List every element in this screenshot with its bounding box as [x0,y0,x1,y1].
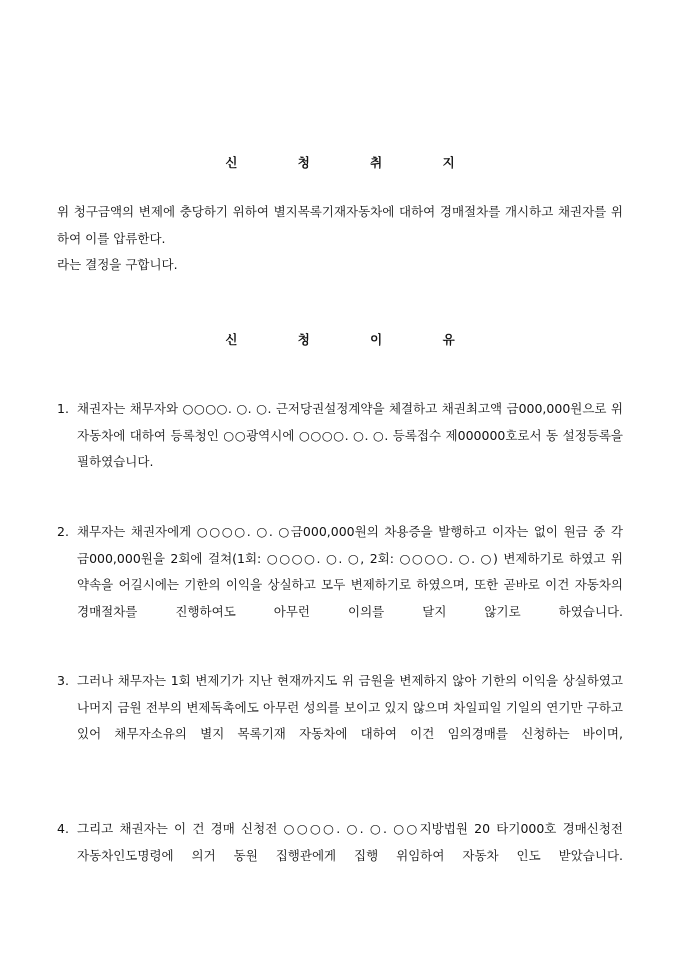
purpose-closing: 라는 결정을 구합니다. [57,257,178,272]
purpose-heading: 신 청 취 지 [225,155,483,170]
reason-number: 3. [57,673,69,688]
reason-number: 1. [57,401,69,416]
reason-text: 그리고 채권자는 이 건 경매 신청전 ○○○○. ○. ○. ○○지방법원 20 타기000호 경매신청전 자동차인도명령에 의거 동원 집행관에게 집행 위임하여 자동차 인도 받았습니다. [77,821,623,863]
reasons-heading: 신 청 이 유 [225,332,483,347]
reason-text: 채무자는 채권자에게 ○○○○. ○. ○금000,000원의 차용증을 발행하고 이자는 없이 원금 중 각 금000,000원을 2회에 걸쳐(1회: ○○○○. ○. ○, 2회: ○○○○. ○. ○) 변제하기로 하였고 위 약속을 어길시에는 기한의 이익을 상실하고 모두 변제하기로 하였으며, 또한 곧바로 이건 자동차의 경매절차를 진행하여도 아무런 이의를 달지 않기로 하였습니다. [77,524,623,619]
reason-number: 4. [57,821,69,836]
reason-item-3 [57,668,623,748]
reason-item-1 [57,396,623,476]
reason-number: 2. [57,524,69,539]
reason-text: 채권자는 채무자와 ○○○○. ○. ○. 근저당권설정계약을 체결하고 채권최고액 금000,000원으로 위 자동차에 대하여 등록청인 ○○광역시에 ○○○○. ○. ○. 등록접수 제000000호로서 동 설정등록을 필하였습니다. [77,401,623,469]
purpose-body: 위 청구금액의 변제에 충당하기 위하여 별지목록기재자동차에 대하여 경매절차를 개시하고 채권자를 위하여 이를 압류한다. [57,204,623,246]
reason-item-2 [57,519,623,625]
reason-item-4 [57,816,623,869]
reason-text: 그러나 채무자는 1회 변제기가 지난 현재까지도 위 금원을 변제하지 않아 기한의 이익을 상실하였고 나머지 금원 전부의 변제독촉에도 아무런 성의를 보이고 있지 않으며 차일피일 기일의 연기만 구하고 있어 채무자소유의 별지 목록기재 자동차에 대하여 이건 임의경매를 신청하는 바이며, [77,673,623,741]
